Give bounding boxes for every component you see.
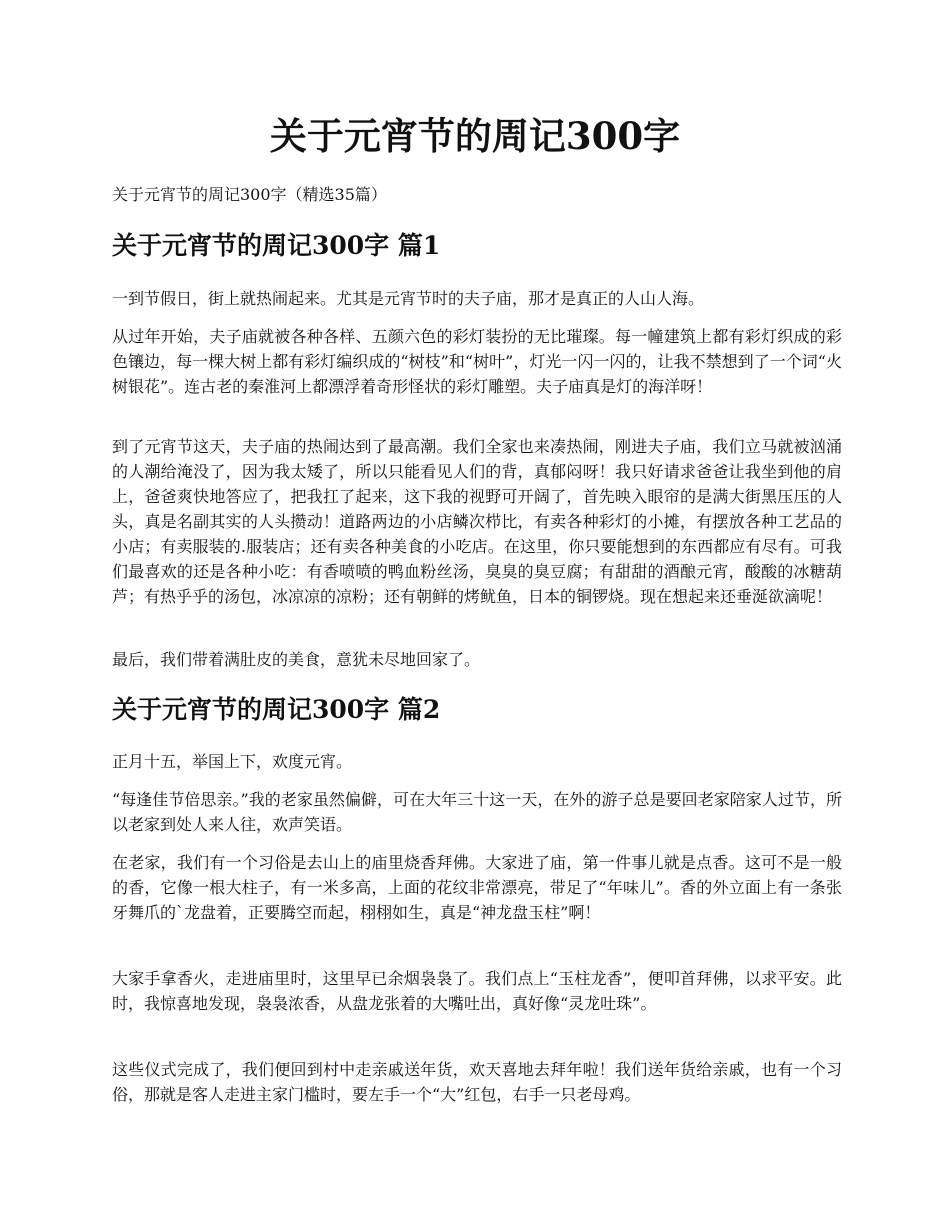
section-2-paragraph-3: 在老家，我们有一个习俗是去山上的庙里烧香拜佛。大家进了庙，第一件事儿就是点香。这可不是一般的香，它像一根大柱子，有一米多高，上面的花纹非常漂亮，带足了“年味儿”。香的外立面上有一条张牙舞爪的`龙盘着，正要腾空而起，栩栩如生，真是“神龙盘玉柱”啊！ <box>112 853 842 922</box>
section-2-heading: 关于元宵节的周记300字 篇2 <box>112 695 441 724</box>
section-1-paragraph-1: 一到节假日，街上就热闹起来。尤其是元宵节时的夫子庙，那才是真正的人山人海。 <box>112 289 705 308</box>
section-2-paragraph-4: 大家手拿香火，走进庙里时，这里早已余烟袅袅了。我们点上“玉柱龙香”，便叩首拜佛，以求平安。此时，我惊喜地发现，袅袅浓香，从盘龙张着的大嘴吐出，真好像“灵龙吐珠”。 <box>112 969 842 1013</box>
document-subtitle: 关于元宵节的周记300字（精选35篇） <box>112 185 387 204</box>
section-1-heading: 关于元宵节的周记300字 篇1 <box>112 231 441 260</box>
section-1-paragraph-4: 最后，我们带着满肚皮的美食，意犹未尽地回家了。 <box>112 650 481 669</box>
document-title: 关于元宵节的周记300字 <box>269 114 681 158</box>
section-2-paragraph-2: “每逢佳节倍思亲。”我的老家虽然偏僻，可在大年三十这一天，在外的游子总是要回老家陪家人过节，所以老家到处人来人往，欢声笑语。 <box>112 790 842 834</box>
section-2-paragraph-5: 这些仪式完成了，我们便回到村中走亲戚送年货，欢天喜地去拜年啦！我们送年货给亲戚，也有一个习俗，那就是客人走进主家门槛时，要左手一个“大”红包，右手一只老母鸡。 <box>112 1060 842 1104</box>
section-1-paragraph-2: 从过年开始，夫子庙就被各种各样、五颜六色的彩灯装扮的无比璀璨。每一幢建筑上都有彩灯织成的彩色镶边，每一棵大树上都有彩灯编织成的“树枝”和“树叶”，灯光一闪一闪的，让我不禁想到了一个词“火树银花”。连古老的秦淮河上都漂浮着奇形怪状的彩灯雕塑。夫子庙真是灯的海洋呀！ <box>112 327 842 396</box>
section-1-paragraph-3: 到了元宵节这天，夫子庙的热闹达到了最高潮。我们全家也来凑热闹，刚进夫子庙，我们立马就被汹涌的人潮给淹没了，因为我太矮了，所以只能看见人们的背，真郁闷呀！我只好请求爸爸让我坐到他的肩上，爸爸爽快地答应了，把我扛了起来，这下我的视野可开阔了，首先映入眼帘的是满大街黑压压的人头，真是名副其实的人头攒动！道路两边的小店鳞次栉比，有卖各种彩灯的小摊，有摆放各种工艺品的小店；有卖服装的.服装店；还有卖各种美食的小吃店。在这里，你只要能想到的东西都应有尽有。可我们最喜欢的还是各种小吃：有香喷喷的鸭血粉丝汤，臭臭的臭豆腐；有甜甜的酒酿元宵，酸酸的冰糖葫芦；有热乎乎的汤包，冰凉凉的凉粉；还有朝鲜的烤鱿鱼，日本的铜锣烧。现在想起来还垂涎欲滴呢！ <box>112 437 842 606</box>
section-2-paragraph-1: 正月十五，举国上下，欢度元宵。 <box>112 752 353 771</box>
